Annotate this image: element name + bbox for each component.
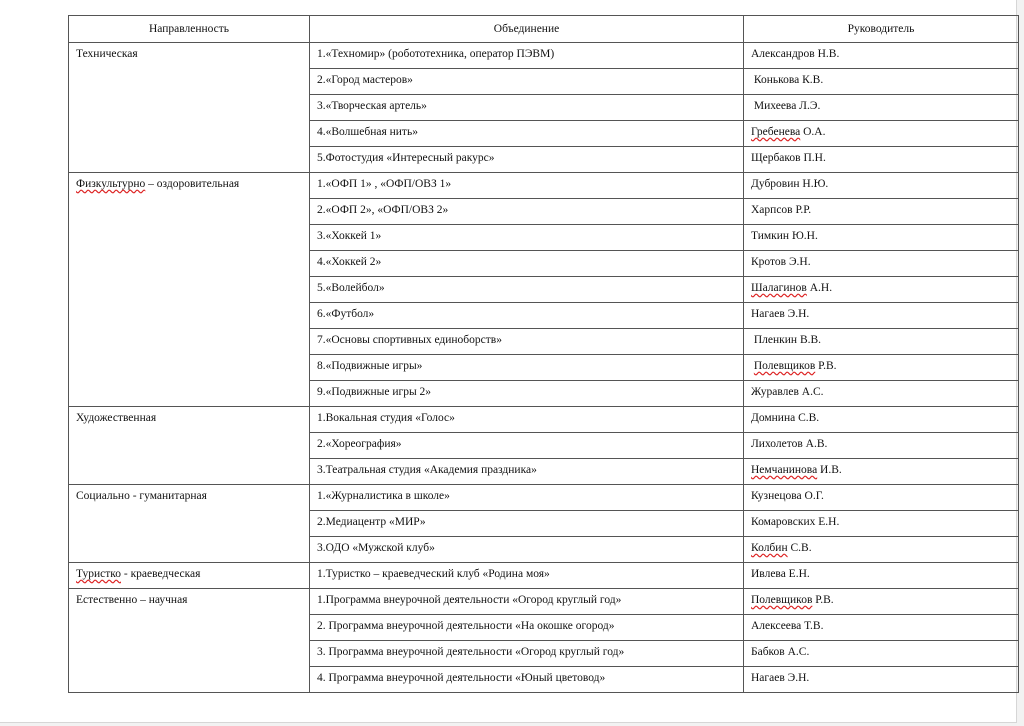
leader-cell: Кротов Э.Н. (744, 251, 1019, 277)
direction-cell: Техническая (69, 43, 310, 173)
table-body (69, 43, 1019, 693)
associations-table (68, 15, 1019, 693)
header-association: Объединение (310, 16, 744, 43)
association-cell: 2.«ОФП 2», «ОФП/ОВЗ 2» (310, 199, 744, 225)
association-cell: 8.«Подвижные игры» (310, 355, 744, 381)
table-row (69, 589, 1019, 615)
association-cell: 3.Театральная студия «Академия праздника» (310, 459, 744, 485)
header-row (69, 16, 1019, 43)
direction-cell: Социально - гуманитарная (69, 485, 310, 563)
header-direction: Направленность (69, 16, 310, 43)
association-cell: 1.Туристко – краеведческий клуб «Родина моя» (310, 563, 744, 589)
leader-cell: Алексеева Т.В. (744, 615, 1019, 641)
association-cell: 7.«Основы спортивных единоборств» (310, 329, 744, 355)
association-cell: 1.«Техномир» (робототехника, оператор ПЭВМ) (310, 43, 744, 69)
leader-cell: Кузнецова О.Г. (744, 485, 1019, 511)
association-cell: 2.«Хореография» (310, 433, 744, 459)
association-cell: 3.«Хоккей 1» (310, 225, 744, 251)
leader-cell: Колбин С.В. (744, 537, 1019, 563)
leader-cell: Лихолетов А.В. (744, 433, 1019, 459)
leader-cell: Шалагинов А.Н. (744, 277, 1019, 303)
association-cell: 5.«Волейбол» (310, 277, 744, 303)
leader-cell: Полевщиков Р.В. (744, 355, 1019, 381)
association-cell: 3.ОДО «Мужской клуб» (310, 537, 744, 563)
leader-cell: Немчанинова И.В. (744, 459, 1019, 485)
leader-cell: Конькова К.В. (744, 69, 1019, 95)
association-cell: 2.«Город мастеров» (310, 69, 744, 95)
association-cell: 3. Программа внеурочной деятельности «Огород круглый год» (310, 641, 744, 667)
leader-cell: Пленкин В.В. (744, 329, 1019, 355)
leader-cell: Бабков А.С. (744, 641, 1019, 667)
association-cell: 9.«Подвижные игры 2» (310, 381, 744, 407)
association-cell: 1.Программа внеурочной деятельности «Огород круглый год» (310, 589, 744, 615)
association-cell: 6.«Футбол» (310, 303, 744, 329)
direction-cell: Туристко - краеведческая (69, 563, 310, 589)
leader-cell: Нагаев Э.Н. (744, 303, 1019, 329)
leader-cell: Тимкин Ю.Н. (744, 225, 1019, 251)
association-cell: 2. Программа внеурочной деятельности «На окошке огород» (310, 615, 744, 641)
association-cell: 5.Фотостудия «Интересный ракурс» (310, 147, 744, 173)
leader-cell: Домнина С.В. (744, 407, 1019, 433)
direction-cell: Естественно – научная (69, 589, 310, 693)
leader-cell: Полевщиков Р.В. (744, 589, 1019, 615)
leader-cell: Гребенева О.А. (744, 121, 1019, 147)
association-cell: 2.Медиацентр «МИР» (310, 511, 744, 537)
direction-cell: Физкультурно – оздоровительная (69, 173, 310, 407)
table-row (69, 173, 1019, 199)
direction-cell: Художественная (69, 407, 310, 485)
leader-cell: Журавлев А.С. (744, 381, 1019, 407)
association-cell: 1.Вокальная студия «Голос» (310, 407, 744, 433)
leader-cell: Харпсов Р.Р. (744, 199, 1019, 225)
table-row (69, 563, 1019, 589)
leader-cell: Михеева Л.Э. (744, 95, 1019, 121)
leader-cell: Щербаков П.Н. (744, 147, 1019, 173)
leader-cell: Комаровских Е.Н. (744, 511, 1019, 537)
leader-cell: Ивлева Е.Н. (744, 563, 1019, 589)
association-cell: 3.«Творческая артель» (310, 95, 744, 121)
header-leader: Руководитель (744, 16, 1019, 43)
association-cell: 1.«ОФП 1» , «ОФП/ОВЗ 1» (310, 173, 744, 199)
leader-cell: Дубровин Н.Ю. (744, 173, 1019, 199)
table-row (69, 485, 1019, 511)
leader-cell: Александров Н.В. (744, 43, 1019, 69)
leader-cell: Нагаев Э.Н. (744, 667, 1019, 693)
association-cell: 4.«Волшебная нить» (310, 121, 744, 147)
table-row (69, 407, 1019, 433)
table-row (69, 43, 1019, 69)
association-cell: 4.«Хоккей 2» (310, 251, 744, 277)
association-cell: 1.«Журналистика в школе» (310, 485, 744, 511)
association-cell: 4. Программа внеурочной деятельности «Юный цветовод» (310, 667, 744, 693)
